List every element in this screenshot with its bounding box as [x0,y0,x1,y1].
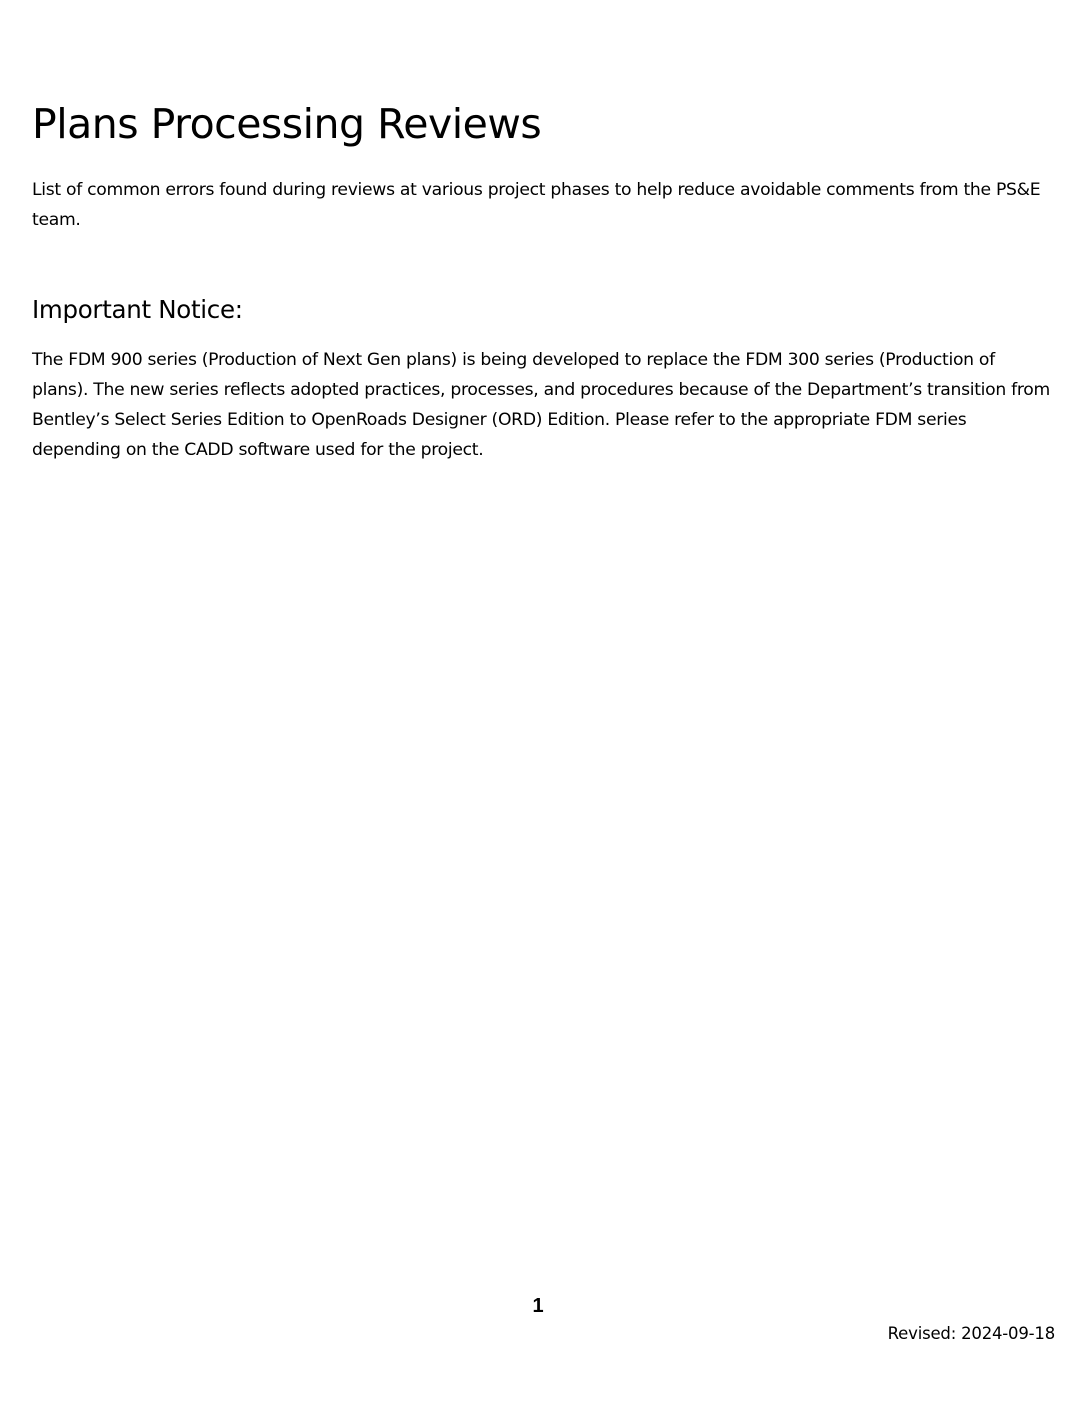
page-title: Plans Processing Reviews [32,100,542,148]
page-number: 1 [532,1295,544,1317]
notice-heading: Important Notice: [32,295,243,324]
revised-date: Revised: 2024-09-18 [887,1324,1055,1343]
intro-paragraph: List of common errors found during reviews at various project phases to help reduce avoidable comments from the PS&E team. [32,180,1041,230]
notice-paragraph: The FDM 900 series (Production of Next Gen plans) is being developed to replace the FDM 300 series (Production of plans). The new series reflects adopted practices, processes, and procedures because of the Department’s transition from Bentley’s Select Series Edition to OpenRoads Designer (ORD) Edition. Please refer to the appropriate FDM series depending on the CADD software used for the project. [32,350,1050,460]
